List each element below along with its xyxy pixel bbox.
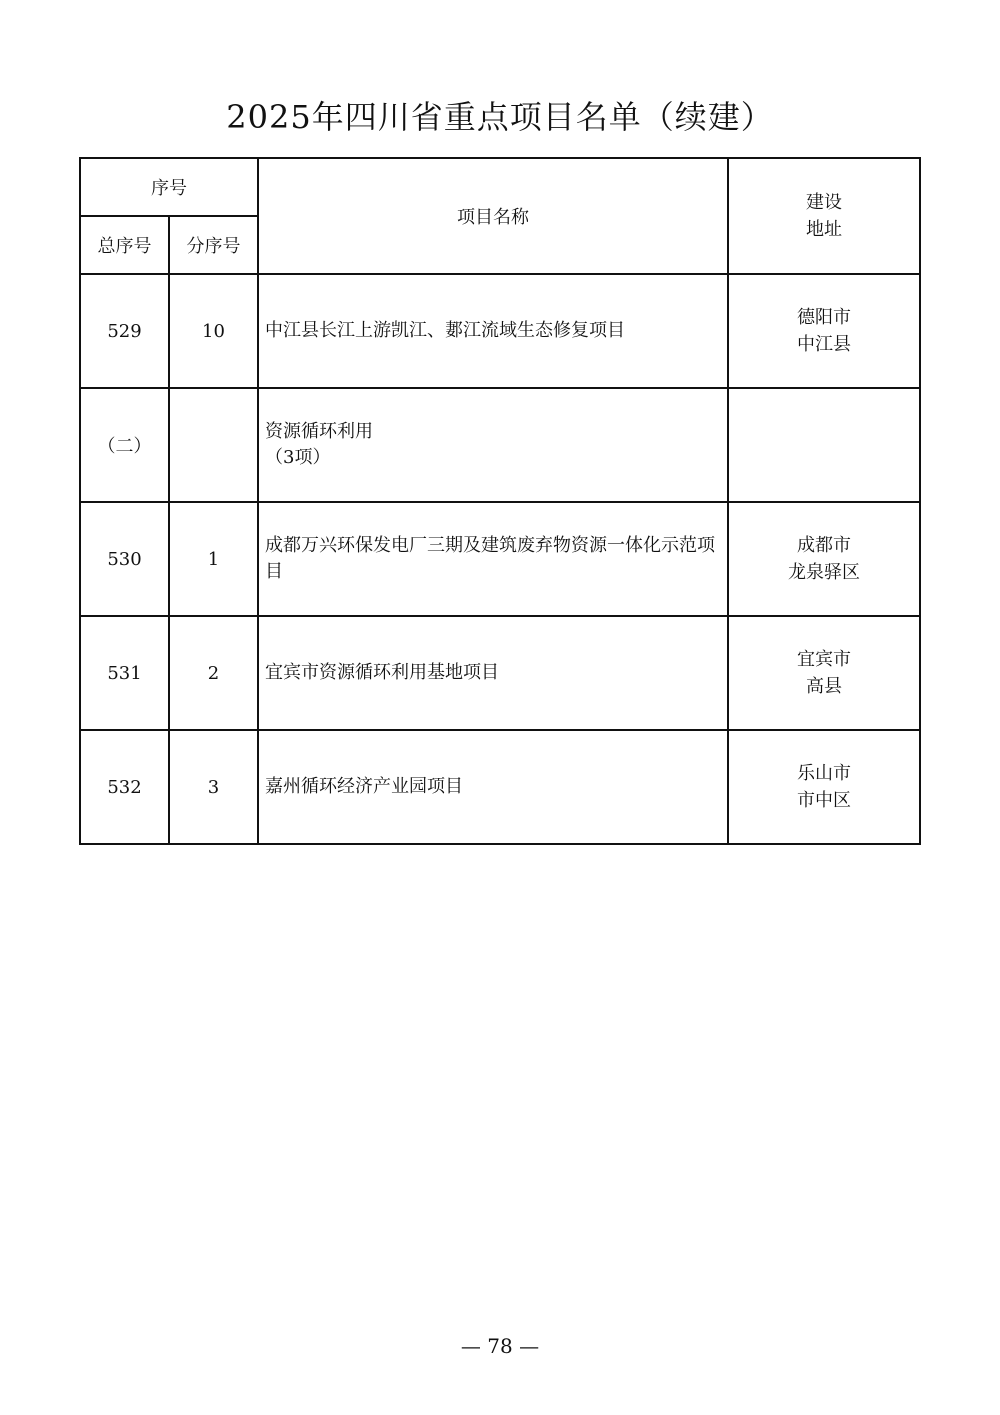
location-district: 市中区 [797, 790, 851, 811]
location-cell [728, 616, 920, 730]
sub-seq-cell: 1 [169, 502, 258, 616]
table-row [80, 730, 920, 844]
table-row [80, 388, 920, 502]
header-location-line1: 建设 [806, 192, 842, 213]
total-seq-cell: 529 [80, 274, 169, 388]
project-name-cell: 嘉州循环经济产业园项目 [258, 730, 728, 844]
sub-seq-cell: 3 [169, 730, 258, 844]
location-district: 龙泉驿区 [788, 562, 860, 583]
location-cell [728, 730, 920, 844]
header-total-seq: 总序号 [80, 216, 169, 274]
document-title: 2025年四川省重点项目名单（续建） [226, 98, 774, 136]
total-seq-cell: 531 [80, 616, 169, 730]
sub-seq-cell: 10 [169, 274, 258, 388]
header-sub-seq: 分序号 [169, 216, 258, 274]
total-seq-cell: 530 [80, 502, 169, 616]
table-row [80, 274, 920, 388]
location-city: 宜宾市 [797, 649, 851, 670]
header-seq-group: 序号 [80, 158, 258, 216]
location-cell [728, 502, 920, 616]
location-district: 高县 [806, 676, 842, 697]
total-seq-cell: （二） [80, 388, 169, 502]
project-table [79, 157, 921, 845]
location-district: 中江县 [797, 334, 851, 355]
location-cell [728, 388, 920, 502]
header-row [80, 158, 920, 216]
table-row [80, 616, 920, 730]
sub-seq-cell [169, 388, 258, 502]
project-name-cell: 宜宾市资源循环利用基地项目 [258, 616, 728, 730]
location-city: 乐山市 [797, 763, 851, 784]
header-location [728, 158, 920, 274]
category-count: （3项） [265, 447, 331, 468]
location-city: 德阳市 [797, 307, 851, 328]
project-name-cell: 中江县长江上游凯江、郪江流域生态修复项目 [258, 274, 728, 388]
sub-seq-cell: 2 [169, 616, 258, 730]
table-row [80, 502, 920, 616]
header-location-line2: 地址 [806, 219, 842, 240]
location-cell [728, 274, 920, 388]
header-project-name: 项目名称 [258, 158, 728, 274]
category-name: 资源循环利用 [265, 421, 373, 442]
page-number: — 78 — [460, 1334, 540, 1358]
project-name-cell [258, 388, 728, 502]
location-city: 成都市 [797, 535, 851, 556]
project-name-cell: 成都万兴环保发电厂三期及建筑废弃物资源一体化示范项目 [258, 502, 728, 616]
total-seq-cell: 532 [80, 730, 169, 844]
